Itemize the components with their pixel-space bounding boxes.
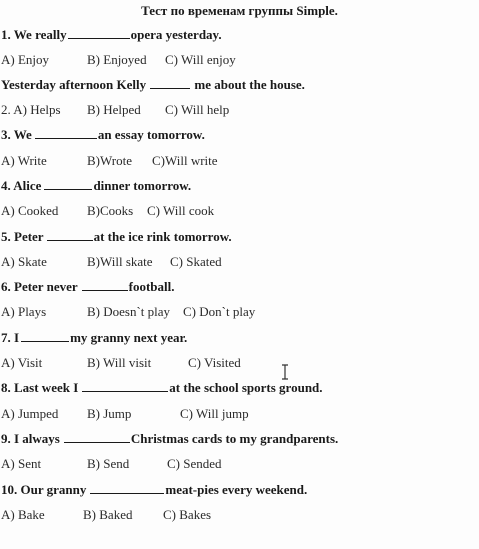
option-a: A) Jumped bbox=[1, 406, 59, 421]
question-text-after: at the school sports ground. bbox=[169, 380, 323, 395]
page-title: Тест по временам группы Simple. bbox=[141, 3, 338, 18]
question-text-before: 4. Alice bbox=[1, 178, 42, 193]
question-text-before: 6. Peter never bbox=[1, 279, 78, 294]
option-c: C) Will jump bbox=[180, 406, 249, 421]
option-b: B) Send bbox=[87, 456, 130, 471]
text-cursor-icon bbox=[280, 364, 290, 380]
option-b: B) Helped bbox=[87, 102, 141, 117]
question-text-after: me about the house. bbox=[194, 77, 305, 92]
question-4 bbox=[1, 178, 191, 194]
answer-blank bbox=[68, 27, 130, 39]
question-10 bbox=[1, 482, 307, 498]
option-b: B) Doesn`t play bbox=[87, 304, 171, 319]
option-a: 2. A) Helps bbox=[1, 102, 61, 117]
option-b: B) Jump bbox=[87, 406, 132, 421]
question-text-after: Christmas cards to my grandparents. bbox=[130, 431, 339, 446]
question-text-before: 7. I bbox=[1, 330, 20, 345]
option-c: C) Will enjoy bbox=[165, 52, 236, 67]
option-b: B)Cooks bbox=[87, 203, 134, 218]
answer-blank bbox=[82, 380, 168, 392]
option-c: C) Skated bbox=[170, 254, 222, 269]
option-a: A) Cooked bbox=[1, 203, 59, 218]
option-c: C) Bakes bbox=[163, 507, 212, 522]
question-9 bbox=[1, 431, 338, 447]
answer-blank bbox=[150, 77, 190, 89]
question-2 bbox=[1, 77, 305, 93]
answer-blank bbox=[44, 178, 92, 190]
option-b: B) Will visit bbox=[87, 355, 152, 370]
question-text-after: football. bbox=[128, 279, 175, 294]
option-c: C) Will help bbox=[165, 102, 230, 117]
question-text-after: dinner tomorrow. bbox=[93, 178, 192, 193]
answer-blank bbox=[35, 127, 97, 139]
answer-blank bbox=[90, 482, 164, 494]
option-b: B)Will skate bbox=[87, 254, 153, 269]
question-text-before: 8. Last week I bbox=[1, 380, 79, 395]
option-b: B) Baked bbox=[83, 507, 133, 522]
answer-blank bbox=[21, 330, 69, 342]
question-text-before: 5. Peter bbox=[1, 229, 44, 244]
option-a: A) Visit bbox=[1, 355, 43, 370]
option-c: C) Will cook bbox=[147, 203, 215, 218]
option-c: C)Will write bbox=[152, 153, 218, 168]
option-c: C) Don`t play bbox=[183, 304, 256, 319]
option-a: A) Skate bbox=[1, 254, 47, 269]
question-text-before: 10. Our granny bbox=[1, 482, 87, 497]
option-c: C) Sended bbox=[167, 456, 222, 471]
option-a: A) Sent bbox=[1, 456, 42, 471]
question-text-after: my granny next year. bbox=[70, 330, 188, 345]
option-b: B) Enjoyed bbox=[87, 52, 147, 67]
question-text-after: at the ice rink tomorrow. bbox=[93, 229, 232, 244]
question-text-before: 9. I always bbox=[1, 431, 60, 446]
question-text-after: an essay tomorrow. bbox=[97, 127, 205, 142]
answer-blank bbox=[82, 279, 128, 291]
option-a: A) Plays bbox=[1, 304, 47, 319]
question-5 bbox=[1, 229, 232, 245]
question-6 bbox=[1, 279, 175, 295]
answer-blank bbox=[64, 431, 130, 443]
option-b: B)Wrote bbox=[87, 153, 132, 168]
option-c: C) Visited bbox=[188, 355, 241, 370]
question-7 bbox=[1, 330, 187, 346]
question-1 bbox=[1, 27, 222, 43]
question-8 bbox=[1, 380, 323, 396]
question-text-after: meat-pies every weekend. bbox=[165, 482, 308, 497]
option-a: A) Enjoy bbox=[1, 52, 50, 67]
question-text-after: opera yesterday. bbox=[130, 27, 222, 42]
question-text-before: Yesterday afternoon Kelly bbox=[1, 77, 147, 92]
question-3 bbox=[1, 127, 205, 143]
question-text-before: 1. We really bbox=[1, 27, 67, 42]
answer-blank bbox=[47, 229, 93, 241]
question-text-before: 3. We bbox=[1, 127, 32, 142]
option-a: A) Write bbox=[1, 153, 47, 168]
option-a: A) Bake bbox=[1, 507, 45, 522]
